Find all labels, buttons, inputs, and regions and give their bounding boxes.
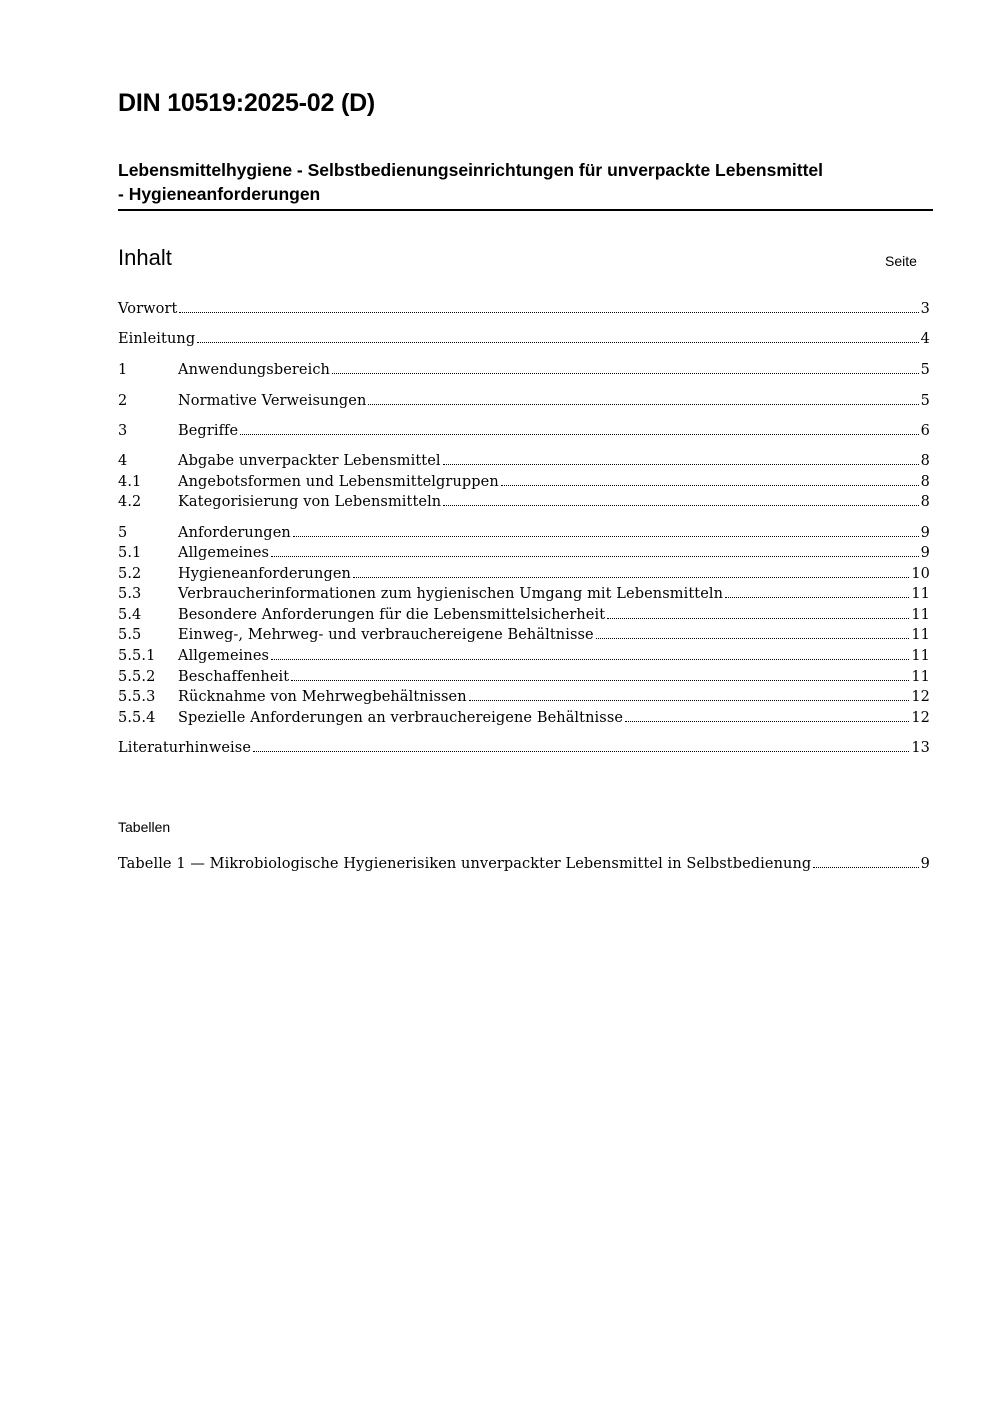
toc-entry-number: 1: [118, 362, 128, 378]
table-entry-1[interactable]: [118, 856, 930, 876]
dot-leader: [271, 555, 919, 557]
toc-entry-label: Spezielle Anforderungen an verbrauchereigene Behältnisse: [178, 710, 624, 726]
toc-entry-page: 8: [920, 494, 930, 510]
dot-leader: [607, 617, 909, 619]
dot-leader: [813, 866, 918, 868]
toc-entry-page: 6: [920, 423, 930, 439]
toc-entry-label: Normative Verweisungen: [178, 393, 367, 409]
toc-entry-number: 5.5: [118, 627, 142, 643]
toc-entry-page: 11: [911, 648, 930, 664]
toc-entry-page: 12: [911, 689, 930, 705]
toc-entry-4[interactable]: [118, 453, 930, 473]
dot-leader: [332, 372, 919, 374]
toc-entry-4-1[interactable]: [118, 474, 930, 494]
toc-entry-page: 11: [911, 607, 930, 623]
dot-leader: [596, 637, 910, 639]
toc-entry-number: 3: [118, 423, 128, 439]
dot-leader: [253, 750, 909, 752]
toc-entry-label: Einweg-, Mehrweg- und verbrauchereigene Behältnisse: [178, 627, 594, 643]
toc-entry-page: 4: [920, 331, 930, 347]
toc-entry-label: Verbraucherinformationen zum hygienischen Umgang mit Lebensmitteln: [178, 586, 724, 602]
toc-entry-number: 5.5.2: [118, 669, 156, 685]
toc-entry-number: 5: [118, 525, 128, 541]
toc-page-column-heading: Seite: [885, 253, 917, 269]
toc-entry-5-5-3[interactable]: [118, 689, 930, 709]
dot-leader: [179, 311, 918, 313]
toc-entry-page: 8: [920, 453, 930, 469]
toc-entry-5-5-1[interactable]: [118, 648, 930, 668]
dot-leader: [240, 433, 918, 435]
document-title-line-2: - Hygieneanforderungen: [118, 184, 321, 204]
toc-entry-page: 3: [920, 301, 930, 317]
toc-entry-label: Literaturhinweise: [118, 740, 252, 756]
toc-entry-label: Rücknahme von Mehrwegbehältnissen: [178, 689, 467, 705]
toc-entry-number: 2: [118, 393, 128, 409]
toc-entry-number: 5.5.4: [118, 710, 156, 726]
toc-entry-page: 12: [911, 710, 930, 726]
toc-entry-label: Allgemeines: [178, 545, 270, 561]
toc-entry-page: 5: [920, 362, 930, 378]
toc-entry-number: 5.1: [118, 545, 142, 561]
toc-entry-label: Vorwort: [118, 301, 178, 317]
toc-entry-page: 9: [920, 545, 930, 561]
dot-leader: [368, 403, 918, 405]
toc-entry-label: Besondere Anforderungen für die Lebensmittelsicherheit: [178, 607, 606, 623]
dot-leader: [469, 699, 910, 701]
dot-leader: [291, 679, 909, 681]
document-title: [118, 158, 933, 211]
toc-entry-einleitung[interactable]: [118, 331, 930, 351]
toc-entry-number: 4: [118, 453, 128, 469]
toc-entry-page: 11: [911, 586, 930, 602]
dot-leader: [725, 596, 909, 598]
table-entry-page: 9: [920, 856, 930, 872]
toc-entry-3[interactable]: [118, 423, 930, 443]
toc-entry-5-5-2[interactable]: [118, 669, 930, 689]
toc-entry-label: Anforderungen: [178, 525, 291, 541]
toc-entry-label: Einleitung: [118, 331, 196, 347]
toc-entry-number: 5.2: [118, 566, 142, 582]
toc-entry-label: Hygieneanforderungen: [178, 566, 351, 582]
toc-entry-2[interactable]: [118, 393, 930, 413]
toc-entry-number: 4.2: [118, 494, 142, 510]
toc-entry-number: 5.4: [118, 607, 142, 623]
toc-entry-number: 4.1: [118, 474, 142, 490]
toc-entry-5-3[interactable]: [118, 586, 930, 606]
toc-entry-literaturhinweise[interactable]: [118, 740, 930, 760]
dot-leader: [501, 484, 919, 486]
document-title-line-1: Lebensmittelhygiene - Selbstbedienungseinrichtungen für unverpackte Lebensmittel: [118, 160, 823, 180]
toc-entry-1[interactable]: [118, 362, 930, 382]
toc-entry-page: 11: [911, 669, 930, 685]
table-entry-label: Tabelle 1 — Mikrobiologische Hygienerisiken unverpackter Lebensmittel in Selbstbedienung: [118, 856, 812, 872]
dot-leader: [197, 341, 918, 343]
toc-entry-5-4[interactable]: [118, 607, 930, 627]
toc-entry-number: 5.5.3: [118, 689, 156, 705]
dot-leader: [625, 720, 909, 722]
dot-leader: [293, 535, 919, 537]
document-id: DIN 10519:2025-02 (D): [118, 89, 376, 117]
toc-entry-5[interactable]: [118, 525, 930, 545]
dot-leader: [353, 576, 909, 578]
toc-entry-page: 9: [920, 525, 930, 541]
dot-leader: [443, 504, 918, 506]
dot-leader: [443, 463, 919, 465]
toc-entry-page: 10: [911, 566, 930, 582]
toc-heading: Inhalt: [118, 245, 172, 270]
toc-entry-label: Angebotsformen und Lebensmittelgruppen: [178, 474, 499, 490]
dot-leader: [271, 658, 909, 660]
toc-entry-label: Beschaffenheit: [178, 669, 290, 685]
toc-entry-5-2[interactable]: [118, 566, 930, 586]
toc-entry-number: 5.3: [118, 586, 142, 602]
toc-entry-vorwort[interactable]: [118, 301, 930, 321]
toc-entry-page: 8: [920, 474, 930, 490]
toc-entry-5-5-4[interactable]: [118, 710, 930, 730]
toc-entry-page: 11: [911, 627, 930, 643]
toc-entry-label: Kategorisierung von Lebensmitteln: [178, 494, 442, 510]
toc-entry-5-5[interactable]: [118, 627, 930, 647]
toc-entry-5-1[interactable]: [118, 545, 930, 565]
toc-entry-number: 5.5.1: [118, 648, 156, 664]
toc-entry-label: Abgabe unverpackter Lebensmittel: [178, 453, 441, 469]
toc-entry-label: Begriffe: [178, 423, 239, 439]
toc-entry-page: 5: [920, 393, 930, 409]
tables-heading: Tabellen: [118, 819, 171, 835]
toc-entry-4-2[interactable]: [118, 494, 930, 514]
toc-entry-label: Allgemeines: [178, 648, 270, 664]
toc-entry-page: 13: [911, 740, 930, 756]
toc-entry-label: Anwendungsbereich: [178, 362, 330, 378]
